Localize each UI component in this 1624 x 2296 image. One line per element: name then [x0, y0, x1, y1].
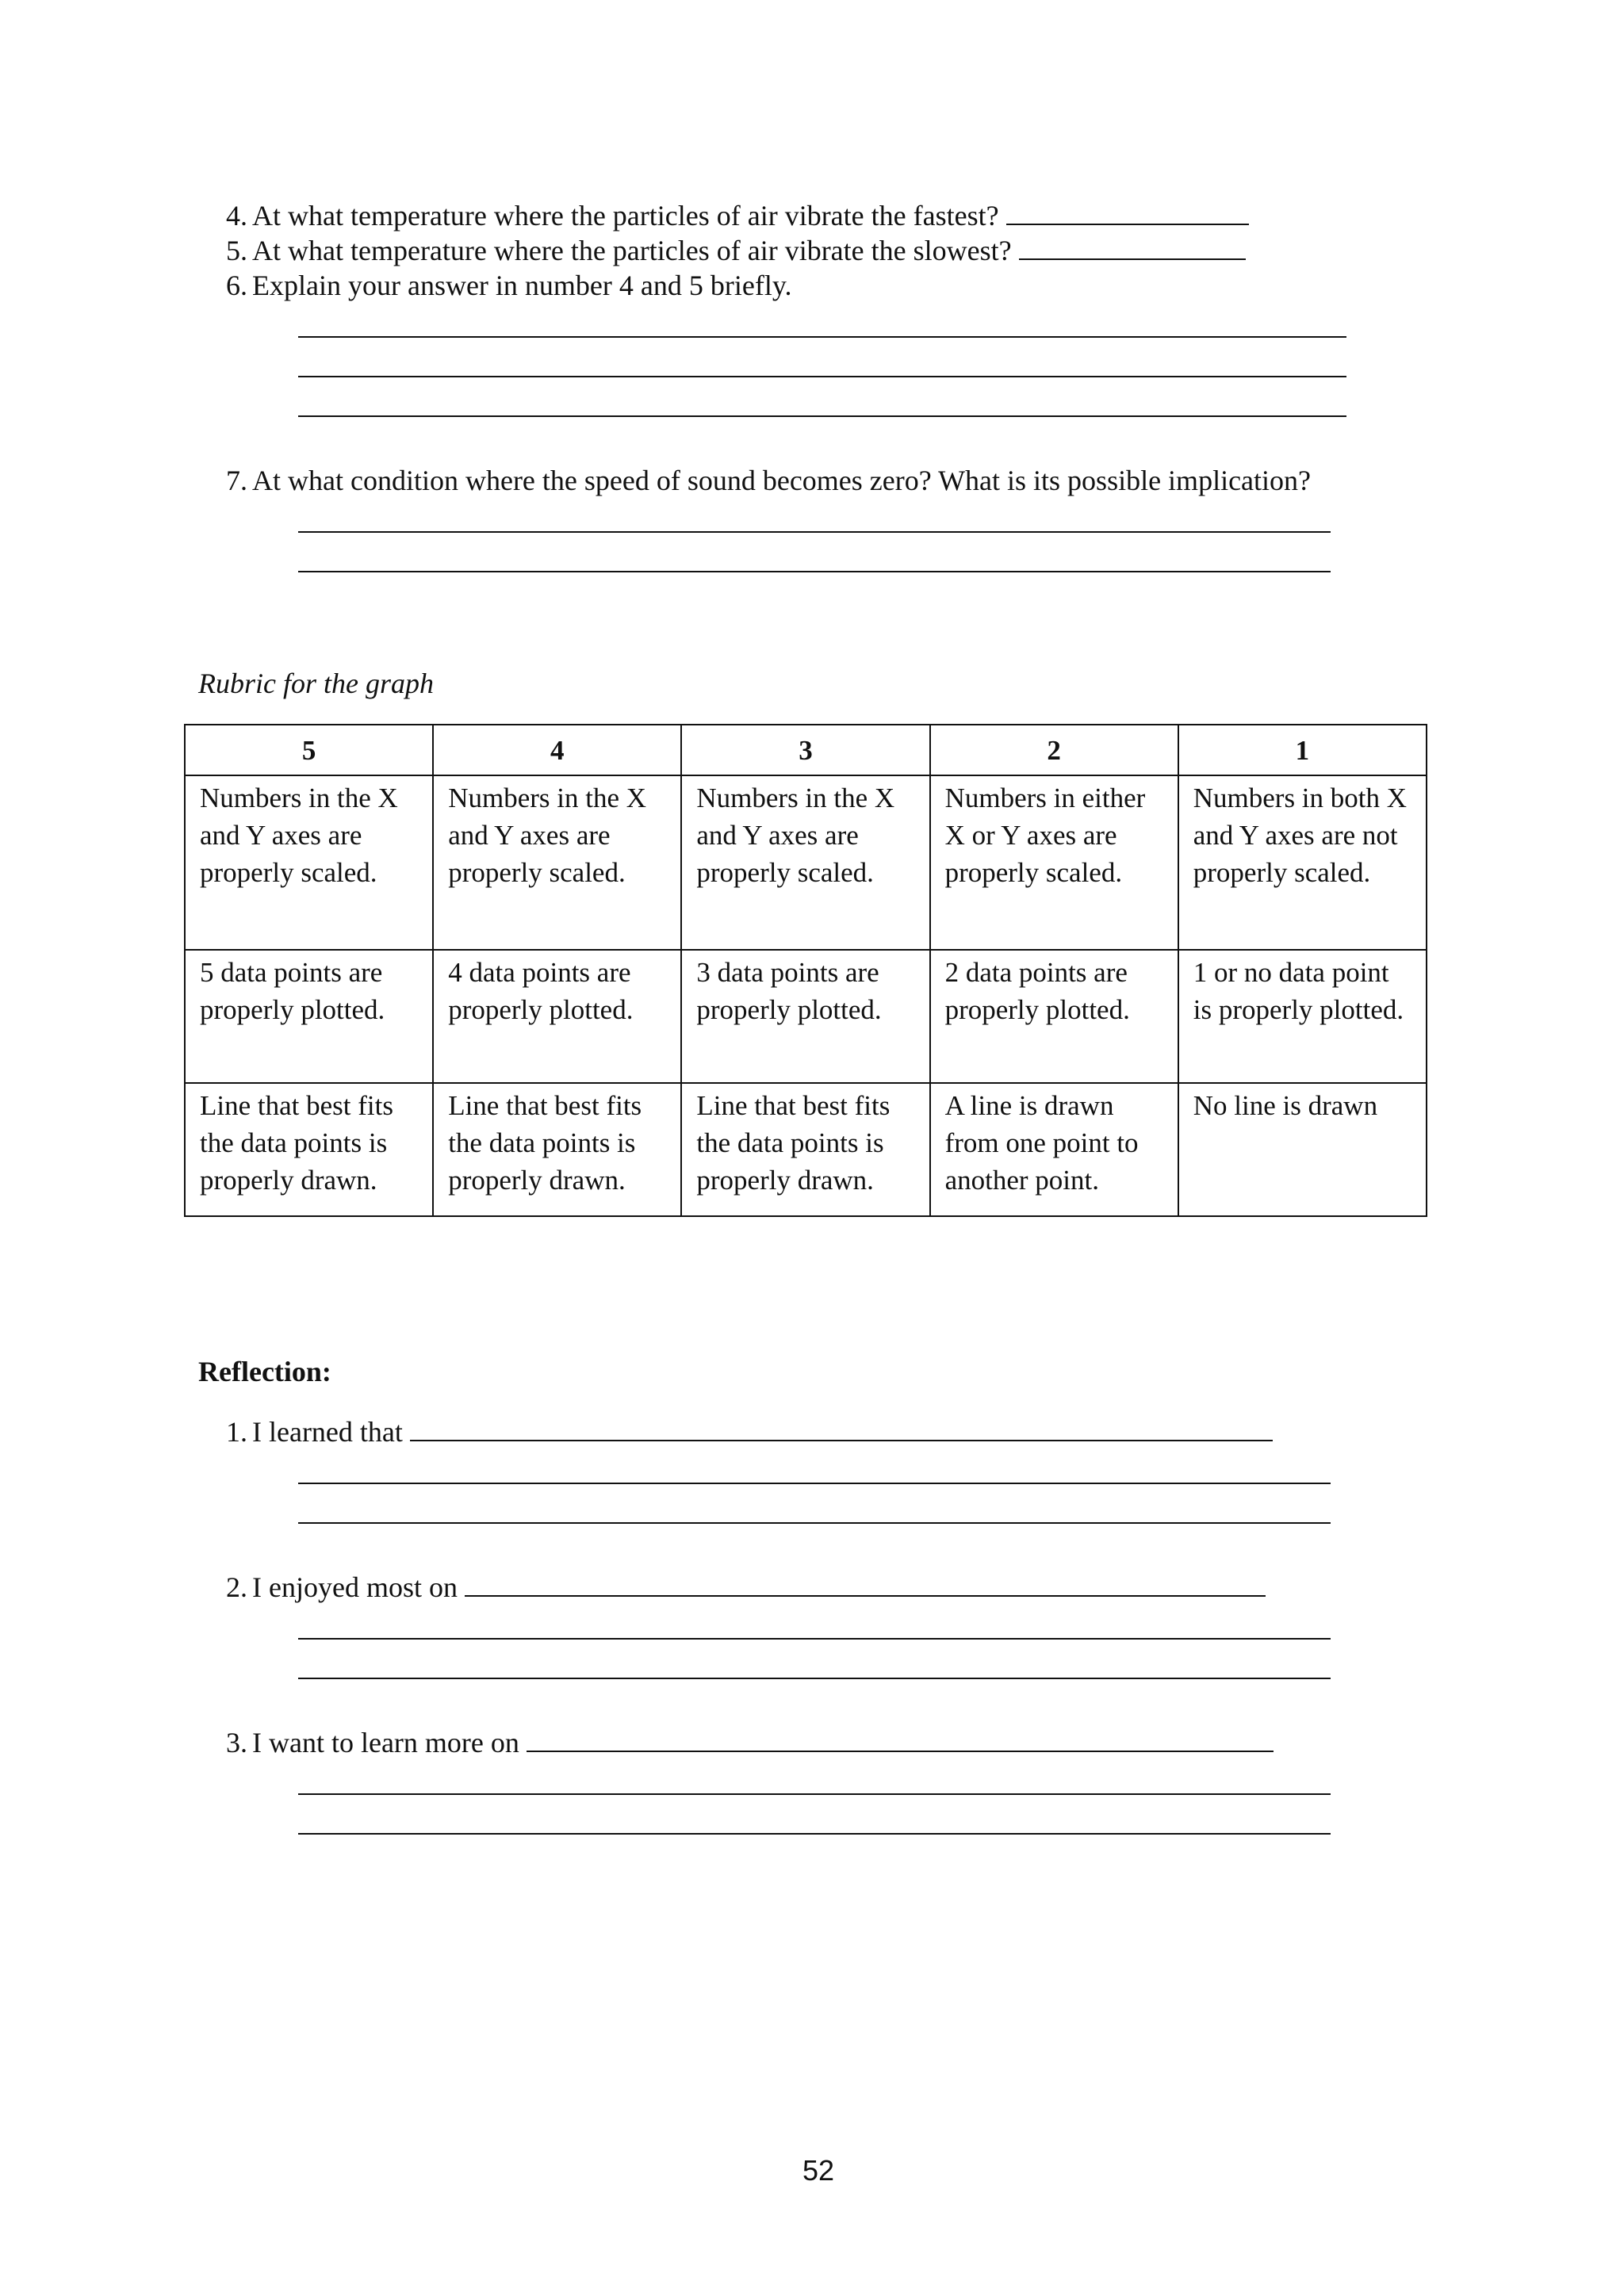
page-number: 52 [802, 2154, 835, 2187]
answer-blank[interactable] [465, 1570, 1266, 1597]
question-text: At what condition where the speed of sound becomes zero? What is its possible implication? [252, 465, 1312, 496]
answer-line[interactable] [298, 1522, 1331, 1524]
table-cell: Numbers in the X and Y axes are properly scaled. [433, 775, 681, 950]
reflection-heading: Reflection: [198, 1356, 331, 1387]
rubric-header: 3 [681, 725, 929, 775]
question-text: At what temperature where the particles of air vibrate the slowest? [252, 233, 1246, 268]
table-cell: Numbers in the X and Y axes are properly scaled. [681, 775, 929, 950]
table-cell: Numbers in both X and Y axes are not properly scaled. [1178, 775, 1427, 950]
table-row [185, 950, 1427, 1083]
rubric-header: 1 [1178, 725, 1427, 775]
item-number: 3. [226, 1727, 247, 1758]
rubric-header: 5 [185, 725, 433, 775]
table-cell: Numbers in either X or Y axes are properly scaled. [930, 775, 1178, 950]
item-number: 2. [226, 1571, 247, 1603]
rubric-table [184, 724, 1427, 1217]
table-row [185, 1083, 1427, 1216]
item-number: 1. [226, 1416, 247, 1448]
item-text: I enjoyed most on [252, 1570, 1266, 1605]
answer-blank[interactable] [410, 1414, 1273, 1441]
question-number: 5. [226, 235, 247, 266]
table-cell: 4 data points are properly plotted. [433, 950, 681, 1083]
table-cell: Line that best fits the data points is properly drawn. [433, 1083, 681, 1216]
table-cell: 3 data points are properly plotted. [681, 950, 929, 1083]
answer-line[interactable] [298, 1483, 1331, 1484]
answer-blank[interactable] [1006, 198, 1249, 225]
rubric-caption: Rubric for the graph [198, 668, 434, 699]
question-text: Explain your answer in number 4 and 5 briefly. [252, 270, 792, 301]
table-cell: 2 data points are properly plotted. [930, 950, 1178, 1083]
question-text: At what temperature where the particles of air vibrate the fastest? [252, 198, 1249, 233]
answer-line[interactable] [298, 415, 1346, 417]
item-text: I learned that [252, 1414, 1273, 1449]
rubric-header: 2 [930, 725, 1178, 775]
table-cell: 5 data points are properly plotted. [185, 950, 433, 1083]
answer-blank[interactable] [1019, 233, 1246, 260]
answer-line[interactable] [298, 1638, 1331, 1640]
question-number: 7. [226, 465, 247, 496]
table-cell: Line that best fits the data points is properly drawn. [185, 1083, 433, 1216]
answer-line[interactable] [298, 376, 1346, 377]
question-number: 6. [226, 270, 247, 301]
table-cell: Numbers in the X and Y axes are properly scaled. [185, 775, 433, 950]
question-number: 4. [226, 200, 247, 232]
answer-blank[interactable] [527, 1725, 1274, 1752]
answer-line[interactable] [298, 1833, 1331, 1835]
rubric-header: 4 [433, 725, 681, 775]
table-cell: No line is drawn [1178, 1083, 1427, 1216]
table-cell: Line that best fits the data points is properly drawn. [681, 1083, 929, 1216]
table-cell: A line is drawn from one point to another point. [930, 1083, 1178, 1216]
answer-line[interactable] [298, 531, 1331, 533]
answer-line[interactable] [298, 1793, 1331, 1795]
answer-line[interactable] [298, 571, 1331, 572]
item-text: I want to learn more on [252, 1725, 1274, 1760]
rubric-header-row [185, 725, 1427, 775]
answer-line[interactable] [298, 1678, 1331, 1679]
table-row [185, 775, 1427, 950]
table-cell: 1 or no data point is properly plotted. [1178, 950, 1427, 1083]
answer-line[interactable] [298, 336, 1346, 338]
